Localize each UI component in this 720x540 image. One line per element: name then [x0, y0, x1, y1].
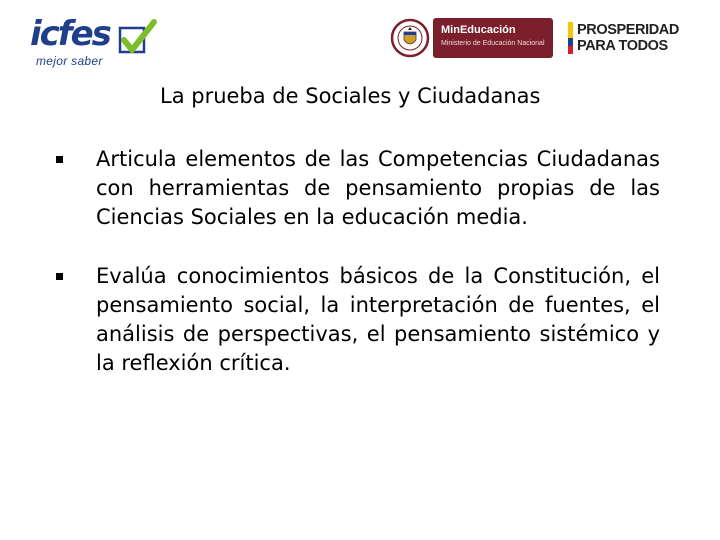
- bullet-text: Evalúa conocimientos básicos de la Constitución, el pensamiento social, la interpretación de fuentes, el análisis de perspectivas, el pensamiento sistémico y la reflexión crítica.: [96, 264, 660, 375]
- mineducacion-name: MinEducación: [441, 24, 516, 36]
- prosperidad-line1: PROSPERIDAD: [577, 22, 679, 38]
- colombia-flag-icon: [568, 22, 573, 54]
- bullet-list: [56, 145, 666, 408]
- bullet-item: [56, 262, 666, 378]
- check-icon: [116, 18, 160, 62]
- mineducacion-subtitle: Ministerio de Educación Nacional: [441, 40, 545, 47]
- header-logos: [0, 0, 720, 80]
- icfes-tagline: mejor saber: [36, 54, 103, 68]
- icfes-logo-wordmark: icfes: [30, 14, 110, 54]
- prosperidad-line2: PARA TODOS: [577, 38, 668, 54]
- bullet-item: [56, 145, 666, 232]
- icfes-logo: [30, 14, 160, 70]
- square-bullet-icon: [56, 156, 63, 163]
- prosperidad-logo: [568, 20, 694, 60]
- coat-of-arms-icon: [390, 18, 430, 58]
- slide-title: La prueba de Sociales y Ciudadanas: [160, 84, 541, 108]
- bullet-text: Articula elementos de las Competencias Ciudadanas con herramientas de pensamiento propias de las Ciencias Sociales en la educación media.: [96, 147, 660, 229]
- mineducacion-logo: [433, 18, 553, 58]
- square-bullet-icon: [56, 273, 63, 280]
